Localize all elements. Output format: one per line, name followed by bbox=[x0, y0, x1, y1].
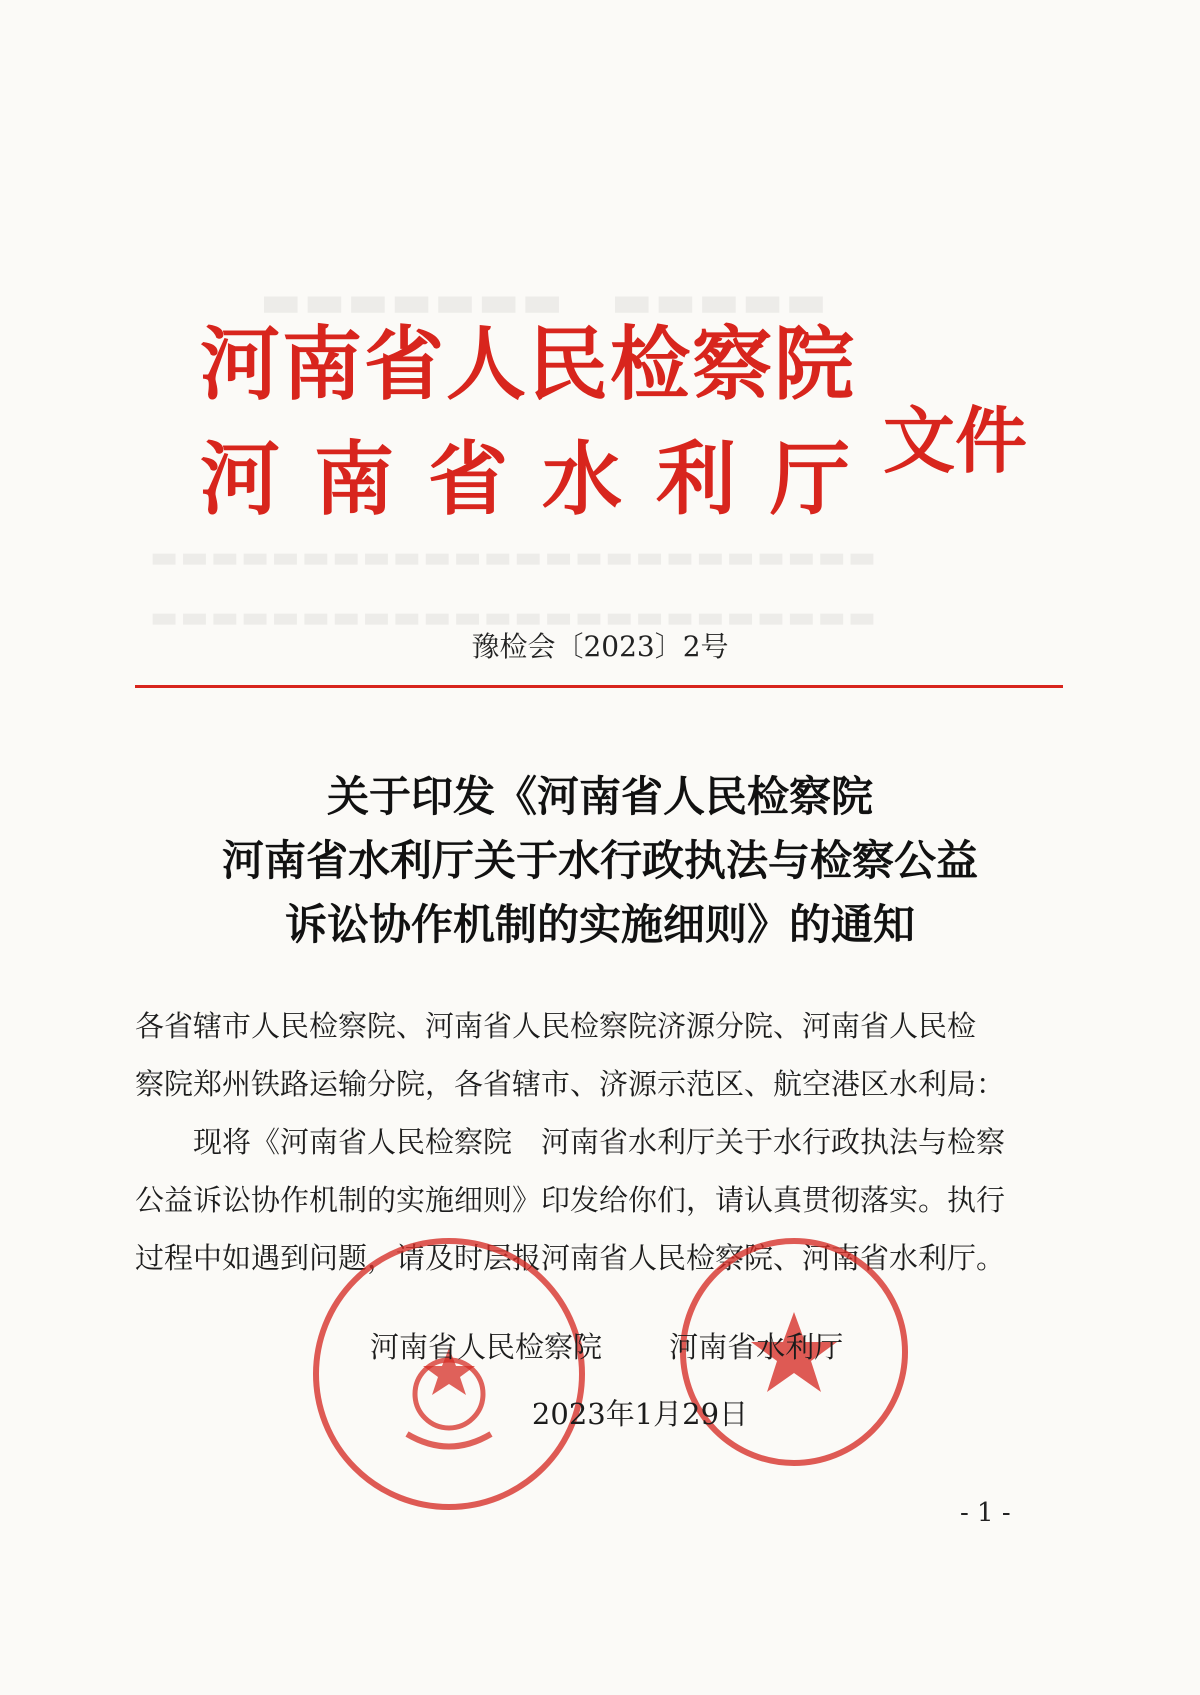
notice-title bbox=[0, 765, 1200, 957]
recipients-line-2: 察院郑州铁路运输分院，各省辖市、济源示范区、航空港区水利局： bbox=[135, 1067, 1006, 1101]
official-seal-procuratorate bbox=[313, 1238, 585, 1510]
issuer-line-1: 河南省人民检察院 bbox=[200, 318, 856, 411]
bleed-through-text: ▬▬▬▬▬▬▬▬▬▬▬▬▬▬▬▬▬▬▬▬▬▬▬▬ bbox=[150, 600, 879, 635]
bleed-through-text: ▬▬▬▬▬▬▬ ▬▬▬▬▬ bbox=[260, 276, 829, 327]
recipients bbox=[135, 997, 1065, 1113]
issuer-line-2: 河南省水利厅 bbox=[200, 433, 884, 526]
notice-title-line-1: 关于印发《河南省人民检察院 bbox=[326, 772, 873, 821]
signature-org-2: 河南省水利厅 bbox=[669, 1330, 844, 1364]
red-divider bbox=[135, 685, 1063, 688]
notice-title-line-3: 诉讼协作机制的实施细则》的通知 bbox=[284, 900, 915, 949]
file-word: 文件 bbox=[883, 399, 1028, 483]
page-number: - 1 - bbox=[960, 1498, 1011, 1528]
bleed-through-text: ▬▬▬▬▬▬▬▬▬▬▬▬▬▬▬▬▬▬▬▬▬▬▬▬ bbox=[150, 540, 879, 575]
body-line-3: 过程中如遇到问题，请及时层报河南省人民检察院、河南省水利厅。 bbox=[135, 1241, 1006, 1275]
recipients-line-1: 各省辖市人民检察院、河南省人民检察院济源分院、河南省人民检 bbox=[135, 1009, 977, 1043]
emblem-icon bbox=[319, 1244, 579, 1504]
notice-title-line-2: 河南省水利厅关于水行政执法与检察公益 bbox=[221, 836, 978, 885]
signature-org-1: 河南省人民检察院 bbox=[370, 1330, 603, 1364]
body-line-2: 公益诉讼协作机制的实施细则》印发给你们，请认真贯彻落实。执行 bbox=[135, 1183, 1006, 1217]
body-paragraph bbox=[135, 1113, 1065, 1287]
body-line-1: 现将《河南省人民检察院 河南省水利厅关于水行政执法与检察 bbox=[193, 1125, 1006, 1159]
document-number: 豫检会〔2023〕2号 bbox=[471, 630, 729, 663]
signatures bbox=[370, 1330, 844, 1364]
issue-date: 2023年1月29日 bbox=[531, 1397, 749, 1431]
